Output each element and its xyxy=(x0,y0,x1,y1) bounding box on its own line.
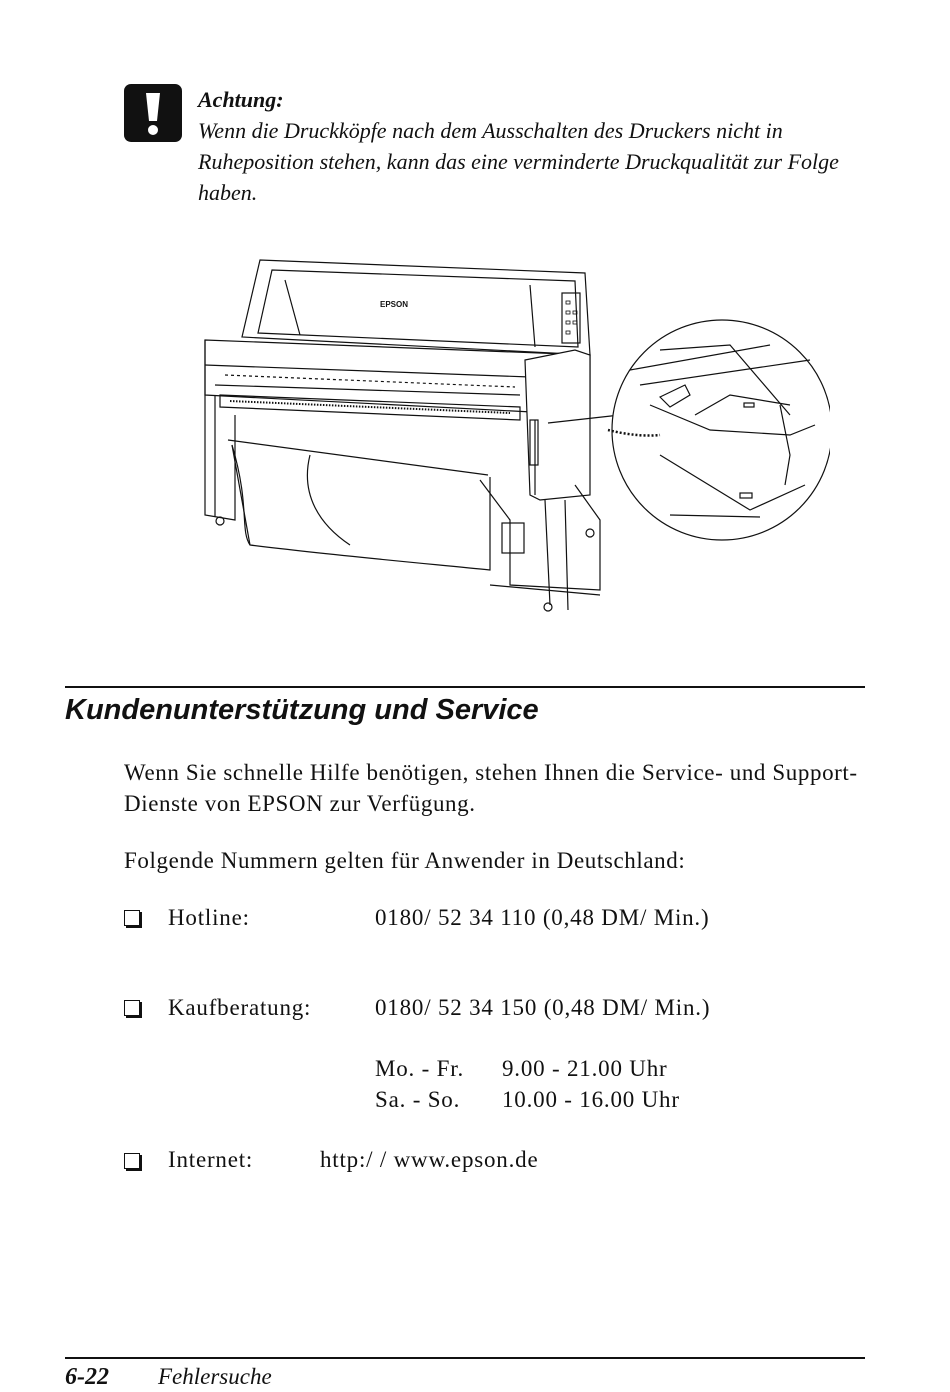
printer-brand-label: EPSON xyxy=(380,300,409,309)
hotline-number: 0180/ 52 34 110 (0,48 DM/ Min.) xyxy=(375,905,710,930)
printer-illustration xyxy=(190,255,830,625)
checkbox-bullet-icon xyxy=(124,910,140,926)
chapter-title: Fehlersuche xyxy=(158,1364,272,1389)
footer-divider xyxy=(65,1357,865,1359)
section-heading: Kundenunterstützung und Service xyxy=(65,694,539,726)
hours-time-weekday: 9.00 - 21.00 Uhr xyxy=(502,1056,668,1081)
caution-icon xyxy=(124,84,182,142)
sales-label: Kaufberatung: xyxy=(168,995,312,1020)
caution-title: Achtung: xyxy=(198,87,284,112)
section-divider xyxy=(65,686,865,688)
numbers-intro: Folgende Nummern gelten für Anwender in Deutschland: xyxy=(124,848,686,873)
internet-url[interactable]: http:/ / www.epson.de xyxy=(320,1147,539,1172)
hours-time-weekend: 10.00 - 16.00 Uhr xyxy=(502,1087,680,1112)
checkbox-bullet-icon xyxy=(124,1000,140,1016)
hours-days-weekday: Mo. - Fr. xyxy=(375,1056,464,1081)
page-number: 6-22 xyxy=(65,1364,109,1390)
sales-number: 0180/ 52 34 150 (0,48 DM/ Min.) xyxy=(375,995,711,1020)
checkbox-bullet-icon xyxy=(124,1153,140,1169)
caution-note xyxy=(198,84,878,208)
internet-label: Internet: xyxy=(168,1147,254,1172)
caution-body: Wenn die Druckköpfe nach dem Ausschalten des Druckers nicht in Ruheposition stehen, kann das eine verminderte Druckqualität zur Folge haben. xyxy=(198,118,839,205)
hotline-label: Hotline: xyxy=(168,905,250,930)
intro-paragraph: Wenn Sie schnelle Hilfe benötigen, stehen Ihnen die Service- und Support-Dienste von EPSON zur Verfügung. xyxy=(124,760,858,816)
hours-days-weekend: Sa. - So. xyxy=(375,1087,461,1112)
